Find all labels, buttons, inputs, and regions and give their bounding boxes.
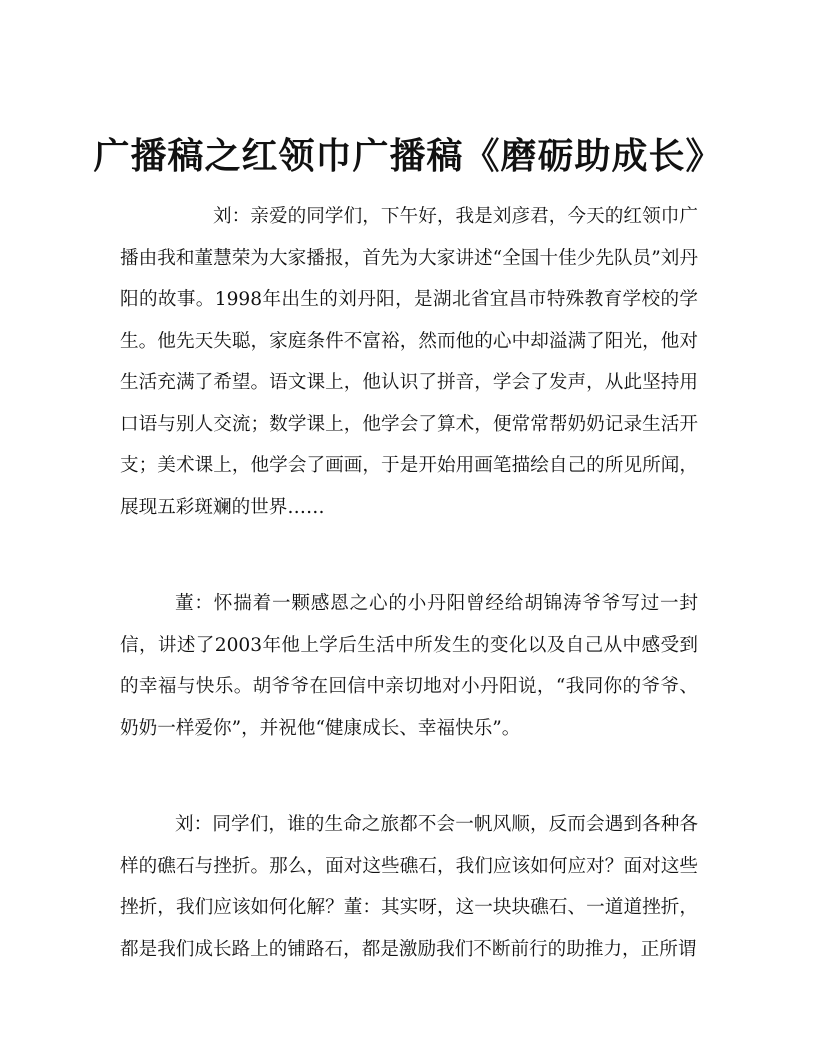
paragraph-1: 刘：亲爱的同学们，下午好，我是刘彦君，今天的红领巾广播由我和董慧荣为大家播报，首先为大家讲述“全国十佳少先队员”刘丹阳的故事。1998年出生的刘丹阳，是湖北省宜昌市特殊教育学校的学生。他先天失聪，家庭条件不富裕，然而他的心中却溢满了阳光，他对生活充满了希望。语文课上，他认识了拼音，学会了发声，从此坚持用口语与别人交流；数学课上，他学会了算术，便常常帮奶奶记录生活开支；美术课上，他学会了画画，于是开始用画笔描绘自己的所见所闻，展现五彩斑斓的世界……	[120, 206, 698, 518]
document-body	[120, 196, 698, 970]
paragraph-2: 董：怀揣着一颗感恩之心的小丹阳曾经给胡锦涛爷爷写过一封信，讲述了2003年他上学后生活中所发生的变化以及自己从中感受到的幸福与快乐。胡爷爷在回信中亲切地对小丹阳说，“我同你的爷爷、奶奶一样爱你”，并祝他“健康成长、幸福快乐”。	[120, 593, 698, 739]
paragraph-3: 刘：同学们，谁的生命之旅都不会一帆风顺，反而会遇到各种各样的礁石与挫折。那么，面对这些礁石，我们应该如何应对？面对这些挫折，我们应该如何化解？董：其实呀，这一块块礁石、一道道挫折，都是我们成长路上的铺路石，都是激励我们不断前行的助推力，正所谓	[120, 814, 698, 960]
document-title: 广播稿之红领巾广播稿《磨砺助成长》	[93, 135, 723, 178]
